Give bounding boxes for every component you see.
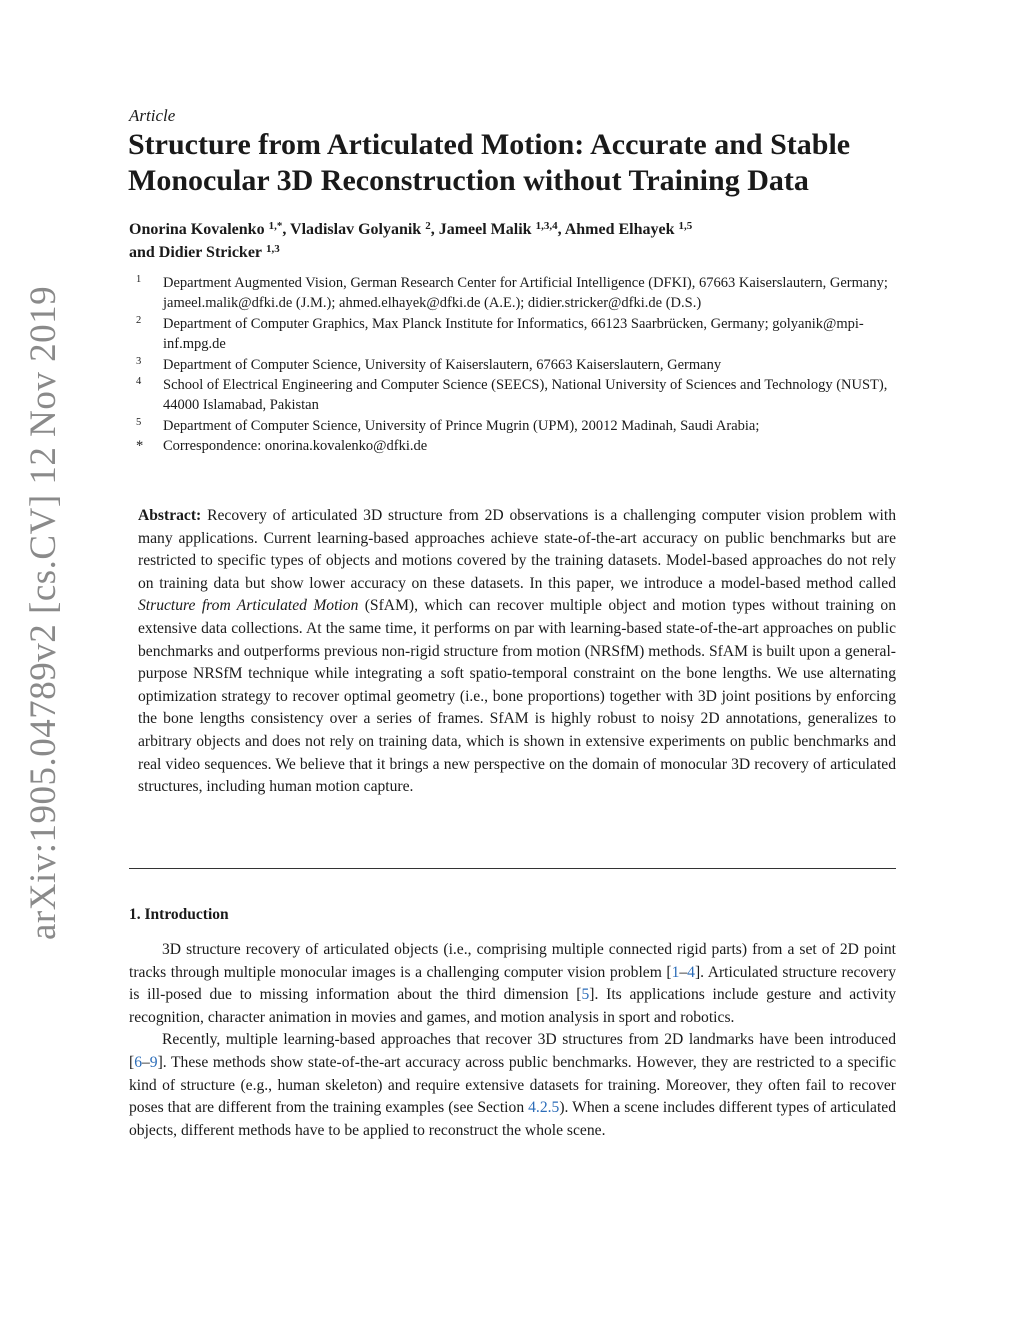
author-name: Vladislav Golyanik <box>290 221 422 238</box>
author-affiliation-marker: 1,3 <box>266 243 280 255</box>
paragraph: 3D structure recovery of articulated objects (i.e., comprising multiple connected rigid parts) from a set of 2D point tracks through multiple monocular images is a challenging computer vision problem [1–4]. Articulated structure recovery is ill-posed due to missing information about the third dimension [5]. Its applications include gesture and activity recognition, character animation in movies and games, and motion analysis in sport and robotics. <box>129 941 896 1026</box>
author-affiliation-marker: 1,3,4 <box>535 220 558 232</box>
author-affiliation-marker: 1,* <box>268 220 283 232</box>
citation-link[interactable]: 9 <box>149 1053 158 1071</box>
author-list: Onorina Kovalenko $^{1,*}$, Vladislav Golyanik $^2$, Jameel Malik $^{1,3,4}$, Ahmed Elhayek $^{1,5}$ and Didier Stricker $^{1,3}$ <box>129 220 693 261</box>
affiliation-item <box>136 355 906 375</box>
author-affiliation-marker: 1,5 <box>678 220 693 232</box>
affiliation-text: School of Electrical Engineering and Computer Science (SEECS), National University of Sciences and Technology (NUST), 44000 Islamabad, Pakistan <box>163 377 888 414</box>
affiliation-item <box>136 273 906 314</box>
affiliation-text: Department of Computer Science, University of Prince Mugrin (UPM), 20012 Madinah, Saudi Arabia; <box>163 417 760 434</box>
article-type-label: Article <box>129 106 176 125</box>
abstract-text: Recovery of articulated 3D structure from 2D observations is a challenging computer vision problem with many applications. Current learning-based approaches achieve state-of-the-art accuracy on public benchmarks but are restricted to specific types of objects and motions covered by the training datasets. Model-based approaches do not rely on training data but show lower accuracy on these datasets. In this paper, we introduce a model-based method called <box>138 507 896 592</box>
author-name: Onorina Kovalenko <box>129 221 265 238</box>
paper-title: Structure from Articulated Motion: Accurate and Stable Monocular 3D Reconstruction without Training Data <box>128 128 851 197</box>
affiliation-marker: 3 <box>136 355 142 367</box>
correspondence-text: Correspondence: onorina.kovalenko@dfki.de <box>163 438 428 455</box>
abstract <box>138 505 896 799</box>
section-heading: 1. Introduction <box>129 906 229 923</box>
abstract-text: (SfAM), which can recover multiple object and motion types without training on extensive data collections. At the same time, it performs on par with learning-based state-of-the-art approaches on public benchmarks and outperforms previous non-rigid structure from motion (NRSfM) methods. SfAM is built upon a general-purpose NRSfM technique while integrating a soft spatio-temporal constraint on the bone lengths. We use alternating optimization strategy to recover optimal geometry (i.e., bone proportions) together with 3D joint positions by enforcing the bone lengths consistency over a series of frames. SfAM is highly robust to noisy 2D annotations, generalizes to arbitrary objects and does not rely on training data, which is shown in extensive experiments on public benchmarks and real video sequences. We believe that it brings a new perspective on the domain of monocular 3D recovery of articulated structures, including human motion capture. <box>138 597 896 796</box>
paragraph: Recently, multiple learning-based approaches that recover 3D structures from 2D landmarks have been introduced [6–9]. These methods show state-of-the-art accuracy across public benchmarks. However, they are restricted to a specific kind of structure (e.g., human skeleton) and require extensive datasets for training. Moreover, they often fail to recover poses that are different from the training examples (see Section 4.2.5). When a scene includes different types of articulated objects, different methods have to be applied to reconstruct the whole scene. <box>129 1031 896 1139</box>
affiliation-text: Department of Computer Graphics, Max Planck Institute for Informatics, 66123 Saarbrücken, Germany; golyanik@mpi-inf.mpg.de <box>163 315 864 353</box>
affiliation-item <box>136 314 906 355</box>
arxiv-identifier-stamp: arXiv:1905.04789v2 [cs.CV] 12 Nov 2019 <box>23 285 64 940</box>
citation-link[interactable]: 4 <box>687 963 695 981</box>
affiliation-text: Department Augmented Vision, German Research Center for Artificial Intelligence (DFKI), 67663 Kaiserslautern, Germany; jameel.malik@dfki.de (J.M.); ahmed.elhayek@dfki.de (A.E.); didier.stricker@dfki.de (D.S.) <box>163 275 888 312</box>
citation-link[interactable]: 1 <box>671 963 680 981</box>
citation-link[interactable]: 5 <box>581 986 590 1004</box>
affiliation-marker: 5 <box>136 416 142 428</box>
section-reference-link[interactable]: 4.2.5 <box>528 1099 560 1117</box>
affiliation-marker: 2 <box>136 314 142 326</box>
affiliation-item <box>136 436 906 456</box>
citation-link[interactable]: 6 <box>134 1053 142 1071</box>
section-divider <box>129 868 896 869</box>
affiliation-text: Department of Computer Science, University of Kaiserslautern, 67663 Kaiserslautern, Germany <box>163 356 722 373</box>
author-name: and Didier Stricker <box>129 244 263 261</box>
method-name: Structure from Articulated Motion <box>138 597 359 615</box>
introduction-body <box>129 939 896 1142</box>
author-name: Ahmed Elhayek <box>564 221 675 238</box>
affiliation-marker: 4 <box>136 376 142 388</box>
author-affiliation-marker: 2 <box>425 220 431 232</box>
affiliation-item <box>136 416 906 436</box>
affiliation-list <box>136 273 906 457</box>
abstract-label: Abstract: <box>138 507 202 524</box>
affiliation-item <box>136 375 906 416</box>
affiliation-marker: 1 <box>136 274 142 285</box>
correspondence-marker: * <box>136 438 144 455</box>
author-name: Jameel Malik <box>438 221 532 238</box>
